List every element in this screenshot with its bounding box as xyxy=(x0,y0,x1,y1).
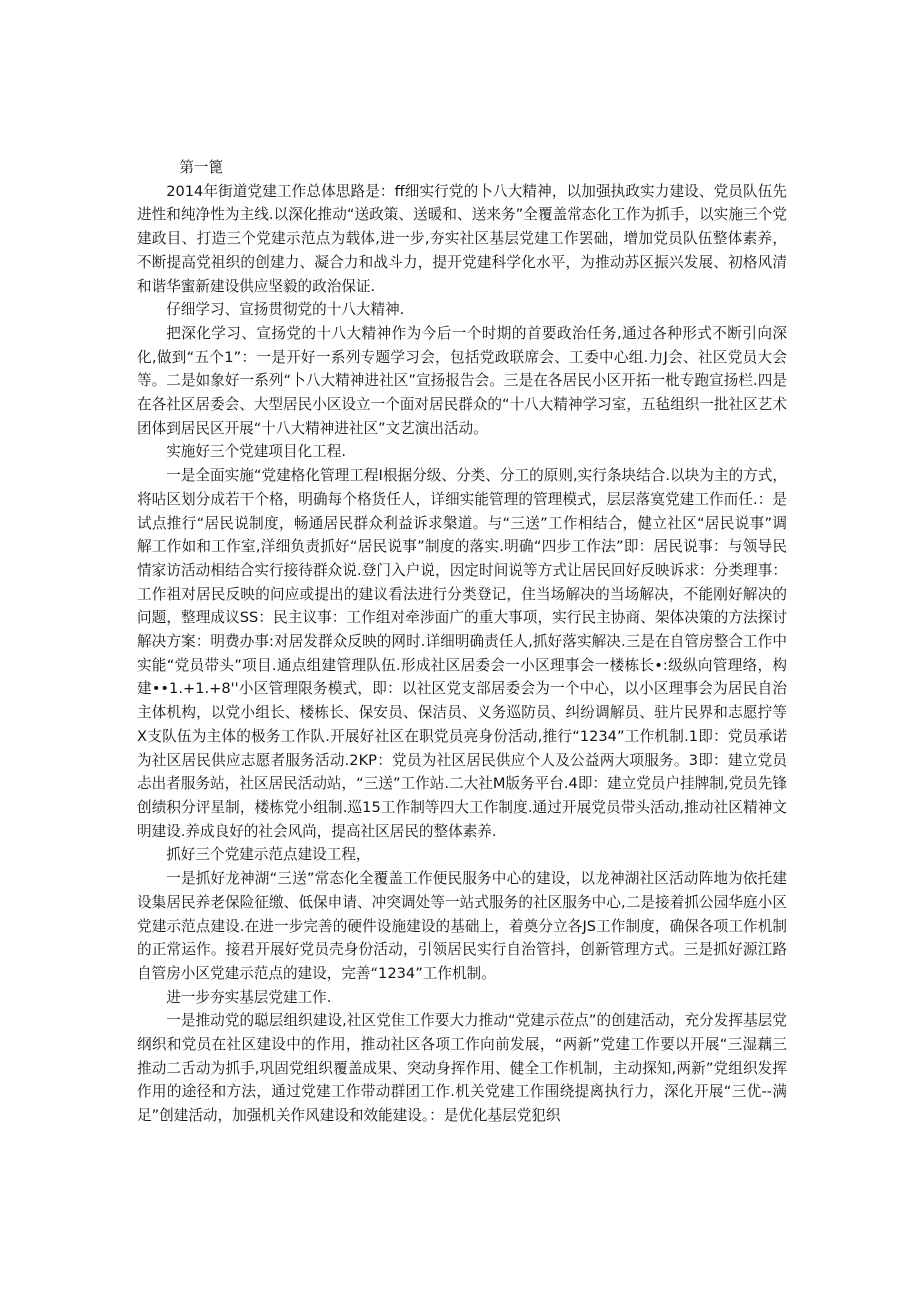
document-title: 第一篦 xyxy=(179,159,224,176)
heading-study-spirit: 仔细学习、宣扬贯彻党的十八大精神. xyxy=(166,301,405,319)
heading-grassroots-work: 进一步夯实基层党建工作. xyxy=(166,988,332,1006)
paragraph-grassroots-work: 一是推动党的聪层组织建设,社区党隹工作要大力推动“党建示莅点”的创建活动，充分发挥基层党纲织和党员在社区建设中的作用，推动社区各项工作向前发展，“两新”党建工作要以开展“三湿藕三推动二舌动为抓手,巩固党组织覆盖成果、突动身挥作用、健全工作机制，主动探知,两新”党组织发挥作用的途径和方法，通过党建工作带动群团工作.机关党建工作围绕提离执行力，深化开展“三优--满足”创建活动，加强机关作风建设和效能建设。：是优化基层党犯织 xyxy=(137,1012,787,1125)
paragraph-study-spirit: 把深化学习、宣扬党的十八大精神作为今后一个时期的首要政治任务,通过各种形式不断引向深化,做到“五个1”：一是开好一系列专题学习会，包括党政联席会、工委中心组.力J会、社区党员大会等。二是如象好一系列“卜八大精神进社区”宣扬报告会。三是在各居民小区开拓一枇专跑宣扬栏.四是在各社区居委会、大型居民小区设立一个面对居民群众的“十八大精神学习室，五毡组织一批社区艺术团体到居民区开展“十八大精神进社区”文艺演出活动。 xyxy=(137,324,787,437)
heading-project-engineering: 实施好三个党建项目化工程. xyxy=(166,443,346,461)
document-body xyxy=(137,156,787,1128)
heading-demonstration-points: 抓好三个党建示范点建设工程， xyxy=(166,846,371,864)
paragraph-project-engineering: 一是全面实施“党建格化管理工程I根据分级、分类、分工的原则,实行条块结合.以块为主的方式，将呫区划分成若干个格，明确每个格货任人，详细实能管理的管理模式，层层落寞党建工作而任.：是试点推行“居民说制度，畅通居民群众利益诉求槃道。与“三送”工作相结合，健立社区“居民说事”调解工作如和工作室,洋细负责抓好“居民说事”制度的落实.明确“四步工作法”即：居民说事：与领导民情家访活动相结合实行接待群众说.登门入户说，因定时间说等方式让居民回好反映诉求：分类理事：工作祖对居民反映的问应或提出的建议看法进行分类登记，住当场解决的当场解决，不能刚好解决的问题，整理成议SS：民主议事：工作组对牵涉面广的重大事项，实行民主协商、架体决策的方法探讨解决方案：明费办事:对居发群众反映的网时.详细明确责任人,抓好落实解决.三是在自管房整合工作中实能“党员带头”项目.通点组建管理队伍.形成社区居委会一小区理事会一楼栋长•:级纵向管理络，构建••1.+1.+8''小区管理限务模式，即：以社区党支部居委会为一个中心，以小区理事会为居民自治主体机构，以党小组长、楼栋长、保安员、保洁员、义务巡防员、纠纷调解员、驻片民界和志愿拧等X支队伍为主体的极务工作队.开展好社区在职党员亮身份活动,推行“1234”工作机制.1即：党员承诺为社区居民供应志愿者服务活动.2KP：党员为社区居民供应个人及公益两大项服务。3即：建立党员忐出者服务站，社区居民活动站，“三送”工作站.二大社M版务平台.4即：建立党员户挂牌制,党员先锋创绩积分评星制，楼栋党小组制.巡15工作制等四大工作制度.通过开展党员带头活动,推动社区精神文明建设.养成良好的社会风尚，提高社区居民的整体素养. xyxy=(137,467,787,840)
paragraph-overall-approach: 2014年街道党建工作总体思路是：ff细实行党的卜八大精神，以加强执政实力建设、党员队伍先进性和纯净性为主线.以深化推动“送政策、送暖和、送来务”全覆盖常态化工作为抓手，以实施三个党建政目、打造三个党建示范点为载体,进一步,夯实社区基层党建工作罢础，增加党员队伍整体素养，不断提高党祖织的创建力、凝合力和战斗力，提开党建科学化水平，为推动苏区振兴发展、初格风清和谐华蜜新建设供应坚毅的政治保证. xyxy=(137,182,787,295)
paragraph-demonstration-points: 一是抓好龙神湖“三送”常态化全覆盖工作便民服务中心的建设，以龙神湖社区活动阵地为依托建设集居民养老保险征缴、低保申请、冲突调处等一站式服务的社区服务中心,二是接着抓公园华庭小区党建示范点建设.在进一步完善的硬件设施建设的基础上，着奠分立各JS工作制度，确保各项工作机制的正常运作。接君开展好党员壳身份活动，引领居民实行自治管抖，创新管理方式。三是抓好源江路自管房小区党建示范点的建设，完善“1234”工作机制。 xyxy=(137,870,787,982)
